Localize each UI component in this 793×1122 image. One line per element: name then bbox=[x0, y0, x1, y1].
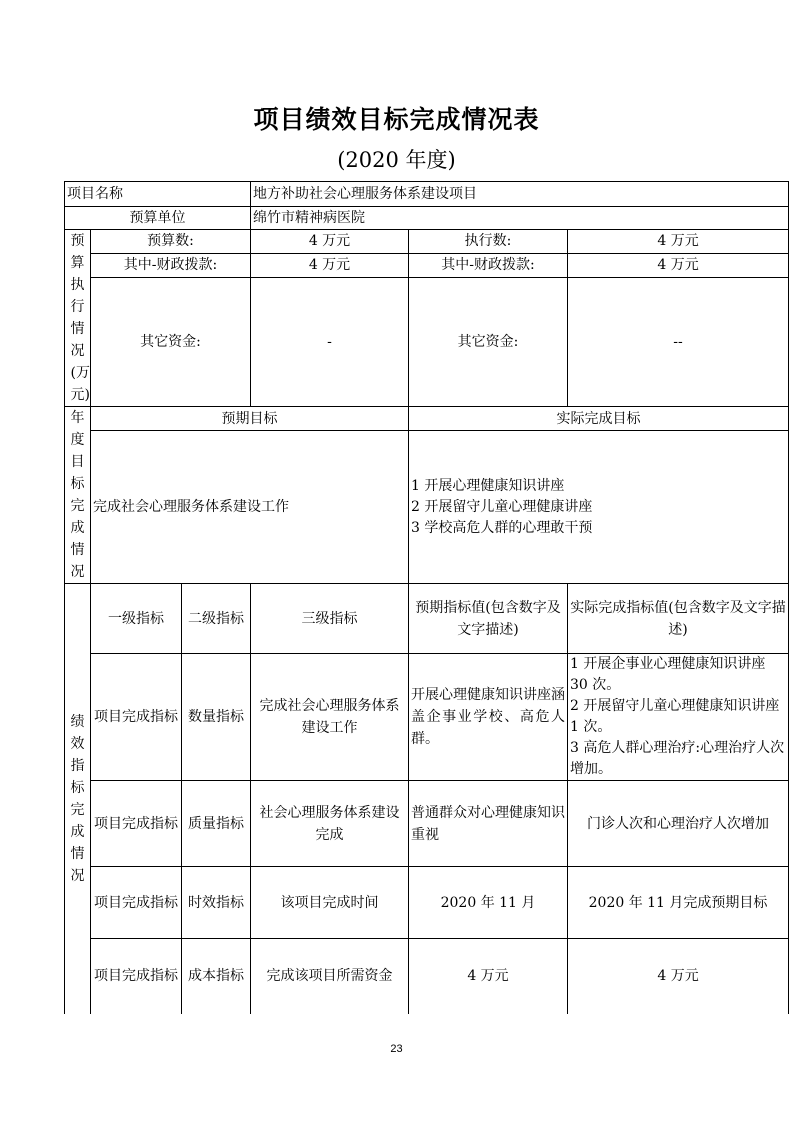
actual-goal-item: 2 开展留守儿童心理健康讲座 bbox=[411, 498, 593, 515]
row-level3: 该项目完成时间 bbox=[251, 867, 409, 939]
actual-goal-item: 3 学校高危人群的心理敢干预 bbox=[411, 519, 593, 536]
other-value-1: - bbox=[251, 277, 409, 406]
page-number: 23 bbox=[390, 1043, 403, 1055]
finance-label-1: 其中-财政拨款: bbox=[91, 253, 251, 277]
row-level3: 社会心理服务体系建设完成 bbox=[251, 781, 409, 867]
exec-value: 4 万元 bbox=[568, 230, 789, 254]
exec-label: 执行数: bbox=[409, 230, 568, 254]
row-actual-item: 3 高危人群心理治疗:心理治疗人次增加。 bbox=[570, 740, 785, 777]
indicator-row-quantity bbox=[65, 654, 789, 781]
finance-label-2: 其中-财政拨款: bbox=[409, 253, 568, 277]
row-level2: 质量指标 bbox=[182, 781, 251, 867]
row-expected: 普通群众对心理健康知识重视 bbox=[409, 781, 568, 867]
row-actual: 门诊人次和心理治疗人次增加 bbox=[568, 781, 789, 867]
indicator-row-timeliness bbox=[65, 867, 789, 939]
row-level1: 项目完成指标 bbox=[91, 867, 182, 939]
budget-unit-row bbox=[65, 207, 789, 230]
indicator-header-row bbox=[65, 584, 789, 654]
header-level3: 三级指标 bbox=[251, 584, 409, 654]
annual-header-row bbox=[65, 407, 789, 431]
finance-value-2: 4 万元 bbox=[568, 253, 789, 277]
row-actual-item: 2 开展留守儿童心理健康知识讲座 1 次。 bbox=[570, 698, 780, 735]
row-level1: 项目完成指标 bbox=[91, 654, 182, 781]
row-level3: 完成社会心理服务体系建设工作 bbox=[251, 654, 409, 781]
other-value-2: -- bbox=[568, 277, 789, 406]
row-actual: 2020 年 11 月完成预期目标 bbox=[568, 867, 789, 939]
row-level2: 时效指标 bbox=[182, 867, 251, 939]
row-level2: 成本指标 bbox=[182, 939, 251, 1014]
expected-goal-text: 完成社会心理服务体系建设工作 bbox=[91, 431, 409, 584]
header-level2: 二级指标 bbox=[182, 584, 251, 654]
annual-side-label: 年度目标完成情况 bbox=[65, 407, 91, 584]
budget-value: 4 万元 bbox=[251, 230, 409, 254]
project-name-label: 项目名称 bbox=[65, 182, 251, 207]
annual-content-row bbox=[65, 431, 789, 584]
other-funds-row bbox=[65, 277, 789, 406]
budget-row bbox=[65, 230, 789, 254]
budget-label: 预算数: bbox=[91, 230, 251, 254]
row-actual bbox=[568, 654, 789, 781]
indicator-row-cost bbox=[65, 939, 789, 1014]
row-expected: 开展心理健康知识讲座涵盖企事业学校、高危人群。 bbox=[409, 654, 568, 781]
finance-row bbox=[65, 253, 789, 277]
project-name-value: 地方补助社会心理服务体系建设项目 bbox=[251, 182, 789, 207]
actual-goal-list bbox=[409, 431, 789, 584]
actual-goal-item: 1 开展心理健康知识讲座 bbox=[411, 477, 565, 494]
header-expected: 预期指标值(包含数字及文字描述) bbox=[409, 584, 568, 654]
expected-goal-header: 预期目标 bbox=[91, 407, 409, 431]
indicator-row-quality bbox=[65, 781, 789, 867]
row-actual-item: 1 开展企事业心理健康知识讲座 30 次。 bbox=[570, 656, 766, 693]
row-level2: 数量指标 bbox=[182, 654, 251, 781]
page-subtitle: (2020 年度) bbox=[337, 148, 456, 172]
row-expected: 2020 年 11 月 bbox=[409, 867, 568, 939]
row-level3: 完成该项目所需资金 bbox=[251, 939, 409, 1014]
budget-side-label: 预算执行情况(万元) bbox=[65, 230, 91, 407]
performance-side-label: 绩效指标完成情况 bbox=[65, 584, 91, 1014]
row-level1: 项目完成指标 bbox=[91, 939, 182, 1014]
budget-unit-label: 预算单位 bbox=[65, 207, 251, 230]
page-title: 项目绩效目标完成情况表 bbox=[253, 105, 540, 134]
actual-goal-header: 实际完成目标 bbox=[409, 407, 789, 431]
row-level1: 项目完成指标 bbox=[91, 781, 182, 867]
budget-unit-value: 绵竹市精神病医院 bbox=[251, 207, 789, 230]
other-label-2: 其它资金: bbox=[409, 277, 568, 406]
other-label-1: 其它资金: bbox=[91, 277, 251, 406]
row-actual: 4 万元 bbox=[568, 939, 789, 1014]
project-name-row bbox=[65, 182, 789, 207]
header-actual: 实际完成指标值(包含数字及文字描述) bbox=[568, 584, 789, 654]
row-expected: 4 万元 bbox=[409, 939, 568, 1014]
performance-table bbox=[64, 181, 789, 1014]
finance-value-1: 4 万元 bbox=[251, 253, 409, 277]
header-level1: 一级指标 bbox=[91, 584, 182, 654]
